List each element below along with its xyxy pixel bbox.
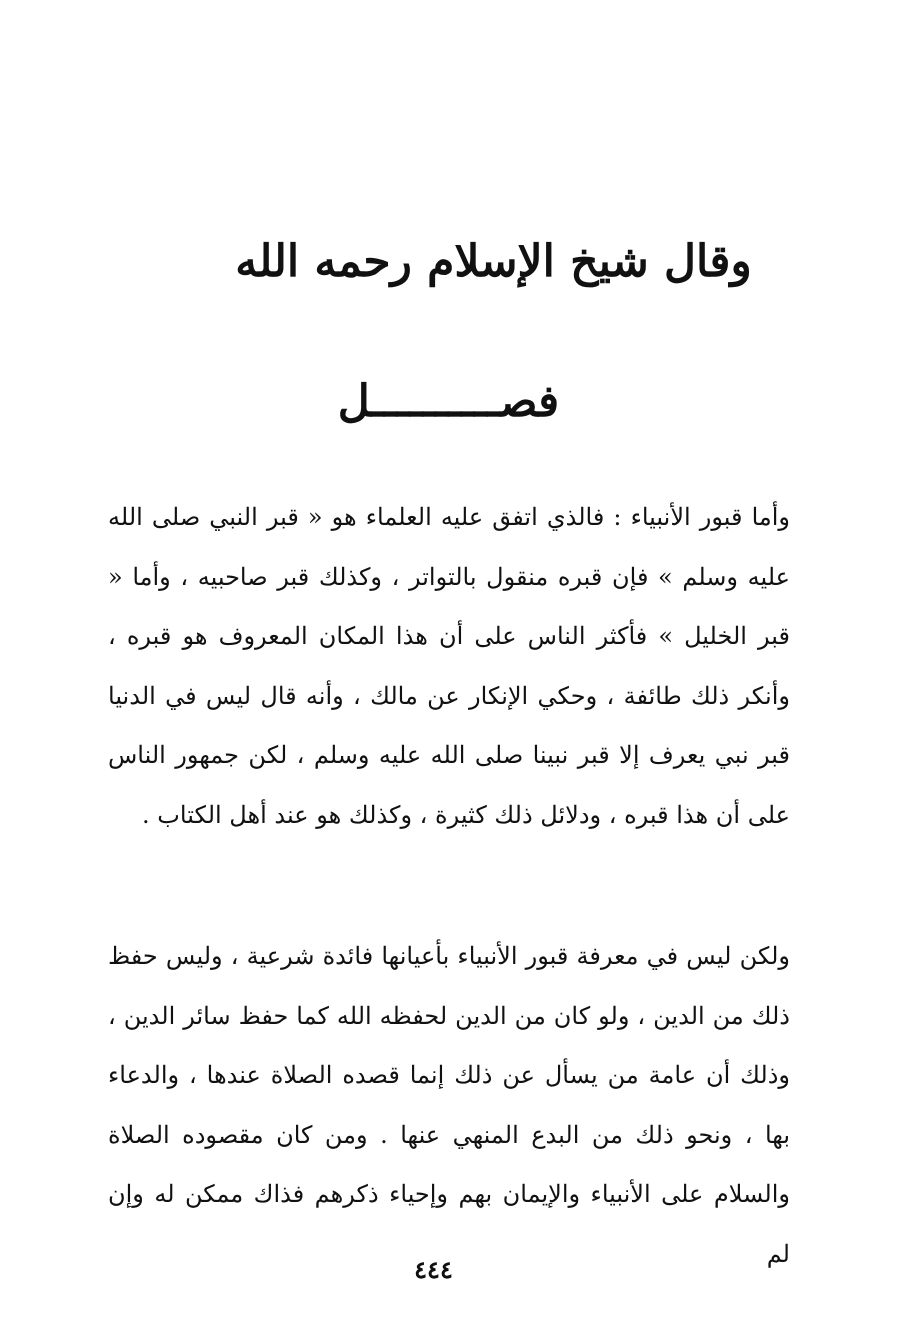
chapter-heading: وقال شيخ الإسلام رحمه الله xyxy=(235,236,752,287)
section-title: فصــــــــــل xyxy=(337,376,560,427)
paragraph-1: وأما قبور الأنبياء : فالذي اتفق عليه العلماء هو « قبر النبي صلى الله عليه وسلم » فإن قبره منقول بالتواتر ، وكذلك قبر صاحبيه ، وأما « قبر الخليل » فأكثر الناس على أن هذا المكان المعروف هو قبره ، وأنكر ذلك طائفة ، وحكي الإنكار عن مالك ، وأنه قال ليس في الدنيا قبر نبي يعرف إلا قبر نبينا صلى الله عليه وسلم ، لكن جمهور الناس على أن هذا قبره ، ودلائل ذلك كثيرة ، وكذلك هو عند أهل الكتاب . xyxy=(108,503,790,829)
page-number: ٤٤٤ xyxy=(414,1255,453,1284)
paragraph-2: ولكن ليس في معرفة قبور الأنبياء بأعيانها فائدة شرعية ، وليس حفظ ذلك من الدين ، ولو كان من الدين لحفظه الله كما حفظ سائر الدين ، وذلك أن عامة من يسأل عن ذلك إنما قصده الصلاة عندها ، والدعاء بها ، ونحو ذلك من البدع المنهي عنها . ومن كان مقصوده الصلاة والسلام على الأنبياء والإيمان بهم وإحياء ذكرهم فذاك ممكن له وإن لم xyxy=(108,942,790,1268)
